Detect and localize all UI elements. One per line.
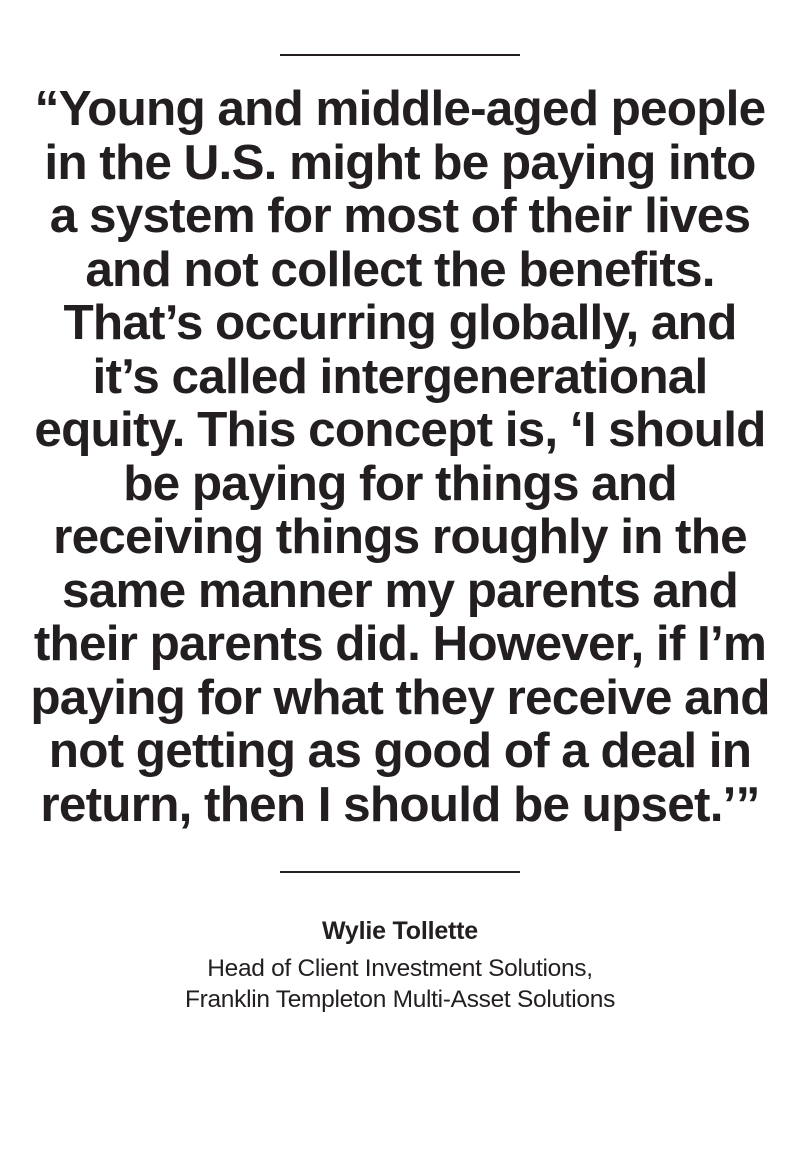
- attribution: [185, 915, 615, 1015]
- attribution-title-line-1: Head of Client Investment Solutions,: [207, 955, 593, 982]
- attribution-name: Wylie Tollette: [321, 917, 478, 945]
- top-divider: [280, 54, 520, 56]
- attribution-title-line-2: Franklin Templeton Multi-Asset Solutions: [184, 986, 616, 1013]
- bottom-divider: [280, 871, 520, 873]
- attribution-title: [185, 953, 615, 1015]
- quote-text: “Young and middle-aged people in the U.S. might be paying into a system for most of their lives and not collect the benefits. That’s occurring globally, and it’s called intergenerational equity. This concept is, ‘I should be paying for things and receiving things roughly in the same manner my parents and their parents did. However, if I’m paying for what they receive and not getting as good of a deal in return, then I should be upset.’”: [30, 81, 770, 832]
